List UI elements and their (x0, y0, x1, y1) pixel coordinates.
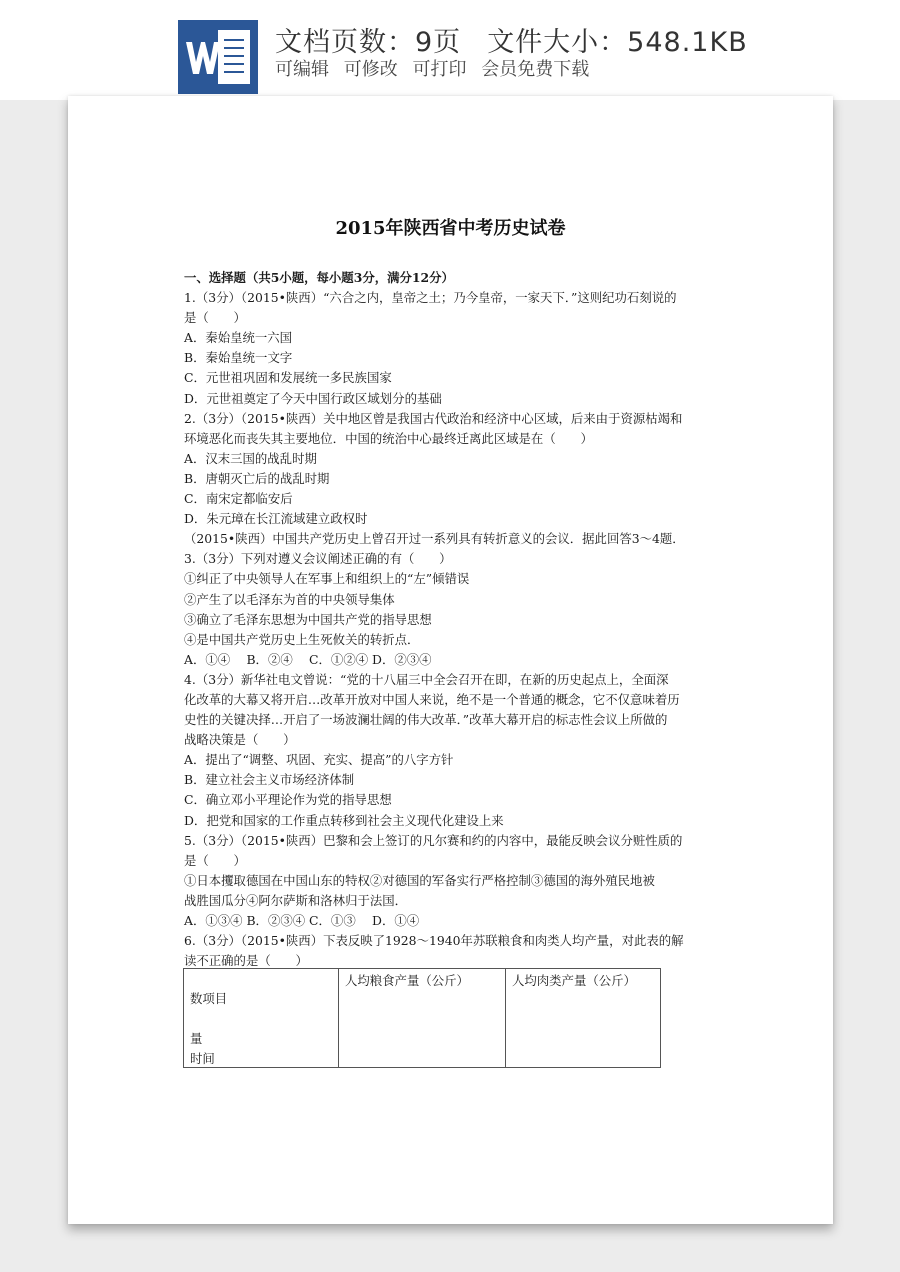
text-line: A．汉末三国的战乱时期 (184, 450, 317, 466)
text-line: 2.（3分）（2015•陕西）关中地区曾是我国古代政治和经济中心区域，后来由于资源枯竭和 (184, 410, 683, 426)
word-doc-icon (178, 20, 258, 94)
text-line: 3.（3分）下列对遵义会议阐述正确的有（ ） (184, 551, 452, 567)
text-line: 6.（3分）（2015•陕西）下表反映了1928～1940年苏联粮食和肉类人均产量，对此表的解 (184, 933, 684, 949)
corner-label-mid: 量 (190, 1031, 203, 1046)
text-line: A．提出了“调整、巩固、充实、提高”的八字方针 (184, 752, 454, 768)
text-line: （2015•陕西）中国共产党历史上曾召开过一系列具有转折意义的会议．据此回答3～4题． (184, 531, 685, 547)
text-line: 是（ ） (184, 852, 246, 868)
text-line: A．秦始皇统一六国 (184, 330, 293, 346)
table-row (184, 969, 661, 1068)
doc-feature-list (275, 55, 598, 81)
section-heading: 一、选择题（共5小题，每小题3分，满分12分） (184, 270, 454, 285)
corner-label-bottom: 时间 (190, 1051, 215, 1066)
feature-printable: 可打印 (412, 59, 467, 80)
page-title: 2015年陕西省中考历史试卷 (335, 218, 566, 239)
text-line: 战略决策是（ ） (184, 732, 296, 748)
text-line: 是（ ） (184, 310, 246, 326)
text-line: ①纠正了中央领导人在军事上和组织上的“左”倾错误 (184, 571, 470, 587)
text-line: 5.（3分）（2015•陕西）巴黎和会上签订的凡尔赛和约的内容中，最能反映会议分赃性质的 (184, 832, 683, 848)
text-line: 1.（3分）（2015•陕西）“六合之内，皇帝之土；乃今皇帝，一家天下．”这则纪功石刻说的 (184, 290, 677, 306)
exam-content (184, 268, 724, 971)
text-line: B．建立社会主义市场经济体制 (184, 772, 355, 788)
text-line: A．①④ B．②④ C．①②④ D．②③④ (184, 651, 432, 667)
text-line: 战胜国瓜分④阿尔萨斯和洛林归于法国． (184, 892, 408, 908)
text-line: ②产生了以毛泽东为首的中央领导集体 (184, 591, 395, 607)
text-line: ④是中国共产党历史上生死攸关的转折点． (184, 631, 420, 647)
text-line: B．唐朝灭亡后的战乱时期 (184, 470, 330, 486)
text-line: 史性的关键决择…开启了一场波澜壮阔的伟大改革．”改革大幕开启的标志性会议上所做的 (184, 712, 668, 728)
doc-info-header (0, 0, 900, 100)
text-line: B．秦始皇统一文字 (184, 350, 293, 366)
text-line: C．南宋定都临安后 (184, 491, 293, 507)
table-corner-cell (184, 969, 339, 1068)
text-line: C．确立邓小平理论作为党的指导思想 (184, 792, 392, 808)
text-line: ③确立了毛泽东思想为中国共产党的指导思想 (184, 611, 432, 627)
doc-meta-summary (275, 20, 748, 59)
text-line: D．把党和国家的工作重点转移到社会主义现代化建设上来 (184, 812, 504, 828)
text-line: C．元世祖巩固和发展统一多民族国家 (184, 370, 392, 386)
corner-label-top: 数项目 (190, 991, 228, 1006)
file-size: 文件大小：548.1KB (487, 27, 748, 58)
text-line: D．元世祖奠定了今天中国行政区域划分的基础 (184, 390, 442, 406)
page-count: 文档页数：9页 (275, 27, 462, 58)
text-line: 读不正确的是（ ） (184, 953, 308, 969)
feature-member-download: 会员免费下载 (481, 59, 590, 80)
feature-editable: 可编辑 (275, 59, 329, 80)
data-table (183, 968, 661, 1068)
text-line: 4.（3分）新华社电文曾说：“党的十八届三中全会召开在即，在新的历史起点上，全面深 (184, 671, 669, 687)
text-line: 环境恶化而丧失其主要地位．中国的统治中心最终迁离此区域是在（ ） (184, 430, 593, 446)
text-line: A．①③④ B．②③④ C．①③ D．①④ (184, 913, 420, 928)
text-line: D．朱元璋在长江流域建立政权时 (184, 511, 368, 527)
feature-modifiable: 可修改 (343, 59, 398, 80)
table-header-meat: 人均肉类产量（公斤） (506, 969, 661, 1068)
text-line: 化改革的大幕又将开启…改革开放对中国人来说，绝不是一个普通的概念，它不仅意味着历 (184, 691, 680, 707)
document-page (68, 96, 833, 1224)
text-line: ①日本攫取德国在中国山东的特权②对德国的军备实行严格控制③德国的海外殖民地被 (184, 872, 655, 888)
table-header-grain: 人均粮食产量（公斤） (339, 969, 506, 1068)
